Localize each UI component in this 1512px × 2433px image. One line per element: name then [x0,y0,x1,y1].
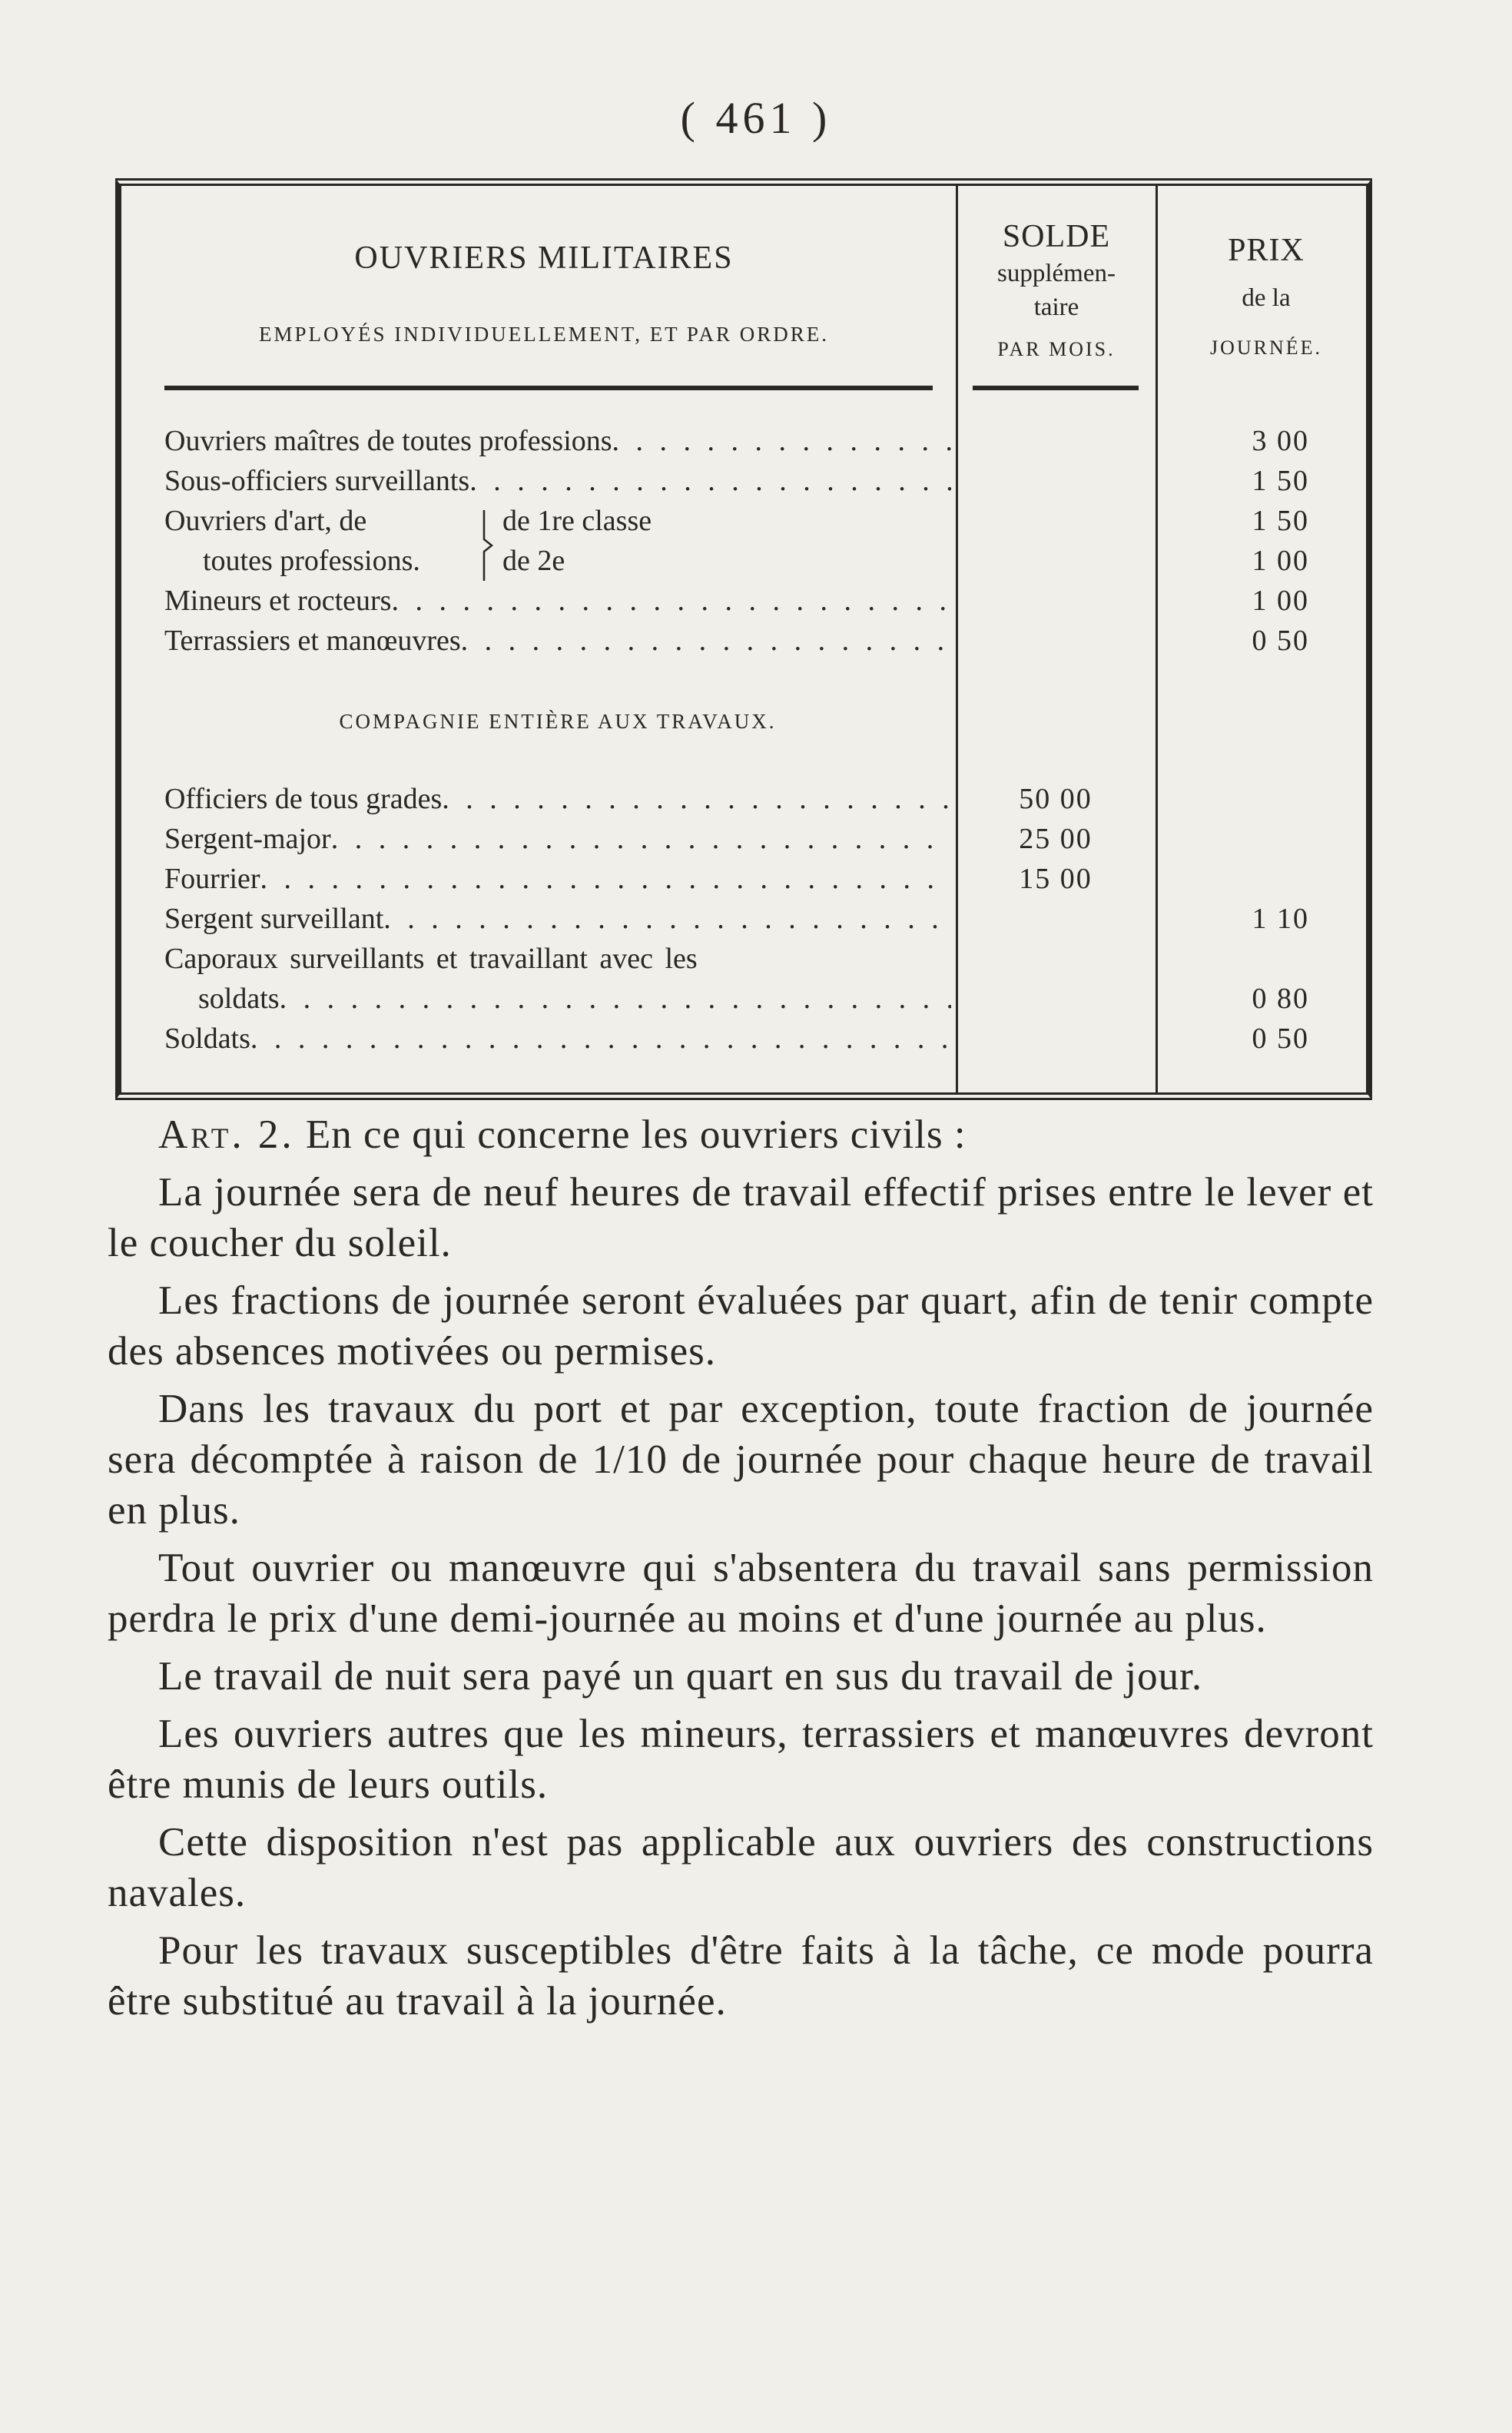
column-header-workers: OUVRIERS MILITAIRES [354,240,734,276]
column-header-solde-line2: supplémen- [997,260,1116,287]
row-label: soldats [198,983,280,1015]
row-label: Caporaux surveillants et travaillant avec les [164,943,698,975]
header-rule [164,386,933,390]
column-separator [1156,186,1158,1092]
brace-icon [481,509,498,582]
table-row [164,584,951,618]
group-sub-row-2 [502,544,951,578]
article-label: Art. 2. [158,1112,295,1157]
group-sub-row-1 [502,504,951,538]
group-sub-label: de 2e [502,545,565,577]
column-header-prix-line2: de la [1242,284,1291,312]
row-label: Soldats [164,1023,250,1055]
group-label-line1: Ouvriers d'art, de [164,505,367,537]
row-label: Sergent surveillant [164,903,384,935]
row-label: Sergent-major [164,823,331,855]
table-row [164,624,951,658]
row-prix: 0 50 [1252,1023,1309,1055]
row-prix: 1 50 [1252,465,1309,497]
table-row [164,822,951,856]
table-row [164,782,951,816]
paragraph: Cette disposition n'est pas applicable aux ouvriers des constructions navales. [108,1820,1374,1915]
row-prix: 0 80 [1252,983,1309,1015]
column-header-prix: PRIX [1228,233,1305,268]
row-prix: 1 50 [1252,505,1309,537]
paragraph: Le travail de nuit sera payé un quart en sus du travail de jour. [158,1654,1203,1699]
table-row [198,982,951,1016]
row-prix: 1 00 [1252,545,1309,577]
row-prix: 3 00 [1252,425,1309,457]
table-row [164,1022,951,1056]
table-row [164,424,951,458]
row-label: Ouvriers maîtres de toutes professions [164,425,612,457]
table-row [164,862,951,896]
row-solde: 50 00 [1019,783,1093,815]
paragraph: Les ouvriers autres que les mineurs, terrassiers et manœuvres devront être munis de leurs outils. [108,1712,1374,1807]
article-heading [108,1109,1374,1160]
column-header-solde-line4: PAR MOIS. [997,338,1116,360]
body-text [108,1109,1374,2034]
row-solde: 15 00 [1019,863,1093,895]
table-row [164,464,951,498]
row-label: Officiers de tous grades [164,783,443,815]
page-number: ( 461 ) [680,93,832,143]
row-label: Terrassiers et manœuvres [164,625,461,657]
paragraph: La journée sera de neuf heures de travail effectif prises entre le lever et le coucher du soleil. [108,1170,1374,1265]
row-label: Sous-officiers surveillants [164,465,470,497]
paragraph: Tout ouvrier ou manœuvre qui s'absentera du travail sans permission perdra le prix d'une demi-journée au moins et d'une journée au plus. [108,1546,1374,1641]
row-prix: 1 10 [1252,903,1309,935]
column-header-solde: SOLDE [1002,219,1111,254]
paragraph: Dans les travaux du port et par exception, toute fraction de journée sera décomptée à raison de 1/10 de journée pour chaque heure de travail en plus. [108,1387,1374,1533]
article-text: En ce qui concerne les ouvriers civils : [305,1112,967,1157]
row-solde: 25 00 [1019,823,1093,855]
table-row [164,942,951,976]
header-rule [973,386,1139,390]
art-workers-group [164,504,951,584]
paragraph: Pour les travaux susceptibles d'être faits à la tâche, ce mode pourra être substitué au travail à la journée. [108,1928,1374,2024]
column-separator [956,186,958,1092]
row-label: Fourrier [164,863,260,895]
wage-table [115,178,1372,1100]
column-subheader-workers: EMPLOYÉS INDIVIDUELLEMENT, ET PAR ORDRE. [259,323,829,346]
table-row [164,902,951,936]
paragraph: Les fractions de journée seront évaluées par quart, afin de tenir compte des absences motivées ou permises. [108,1278,1374,1374]
row-prix: 1 00 [1252,585,1309,617]
group-sub-label: de 1re classe [502,505,652,537]
row-label: Mineurs et rocteurs [164,585,392,617]
column-header-solde-line3: taire [1033,293,1079,321]
group-label-line2: toutes professions. [203,545,420,577]
row-prix: 0 50 [1252,625,1309,657]
column-header-prix-line3: JOURNÉE. [1209,336,1323,359]
section-heading: COMPAGNIE ENTIÈRE AUX TRAVAUX. [339,710,777,733]
